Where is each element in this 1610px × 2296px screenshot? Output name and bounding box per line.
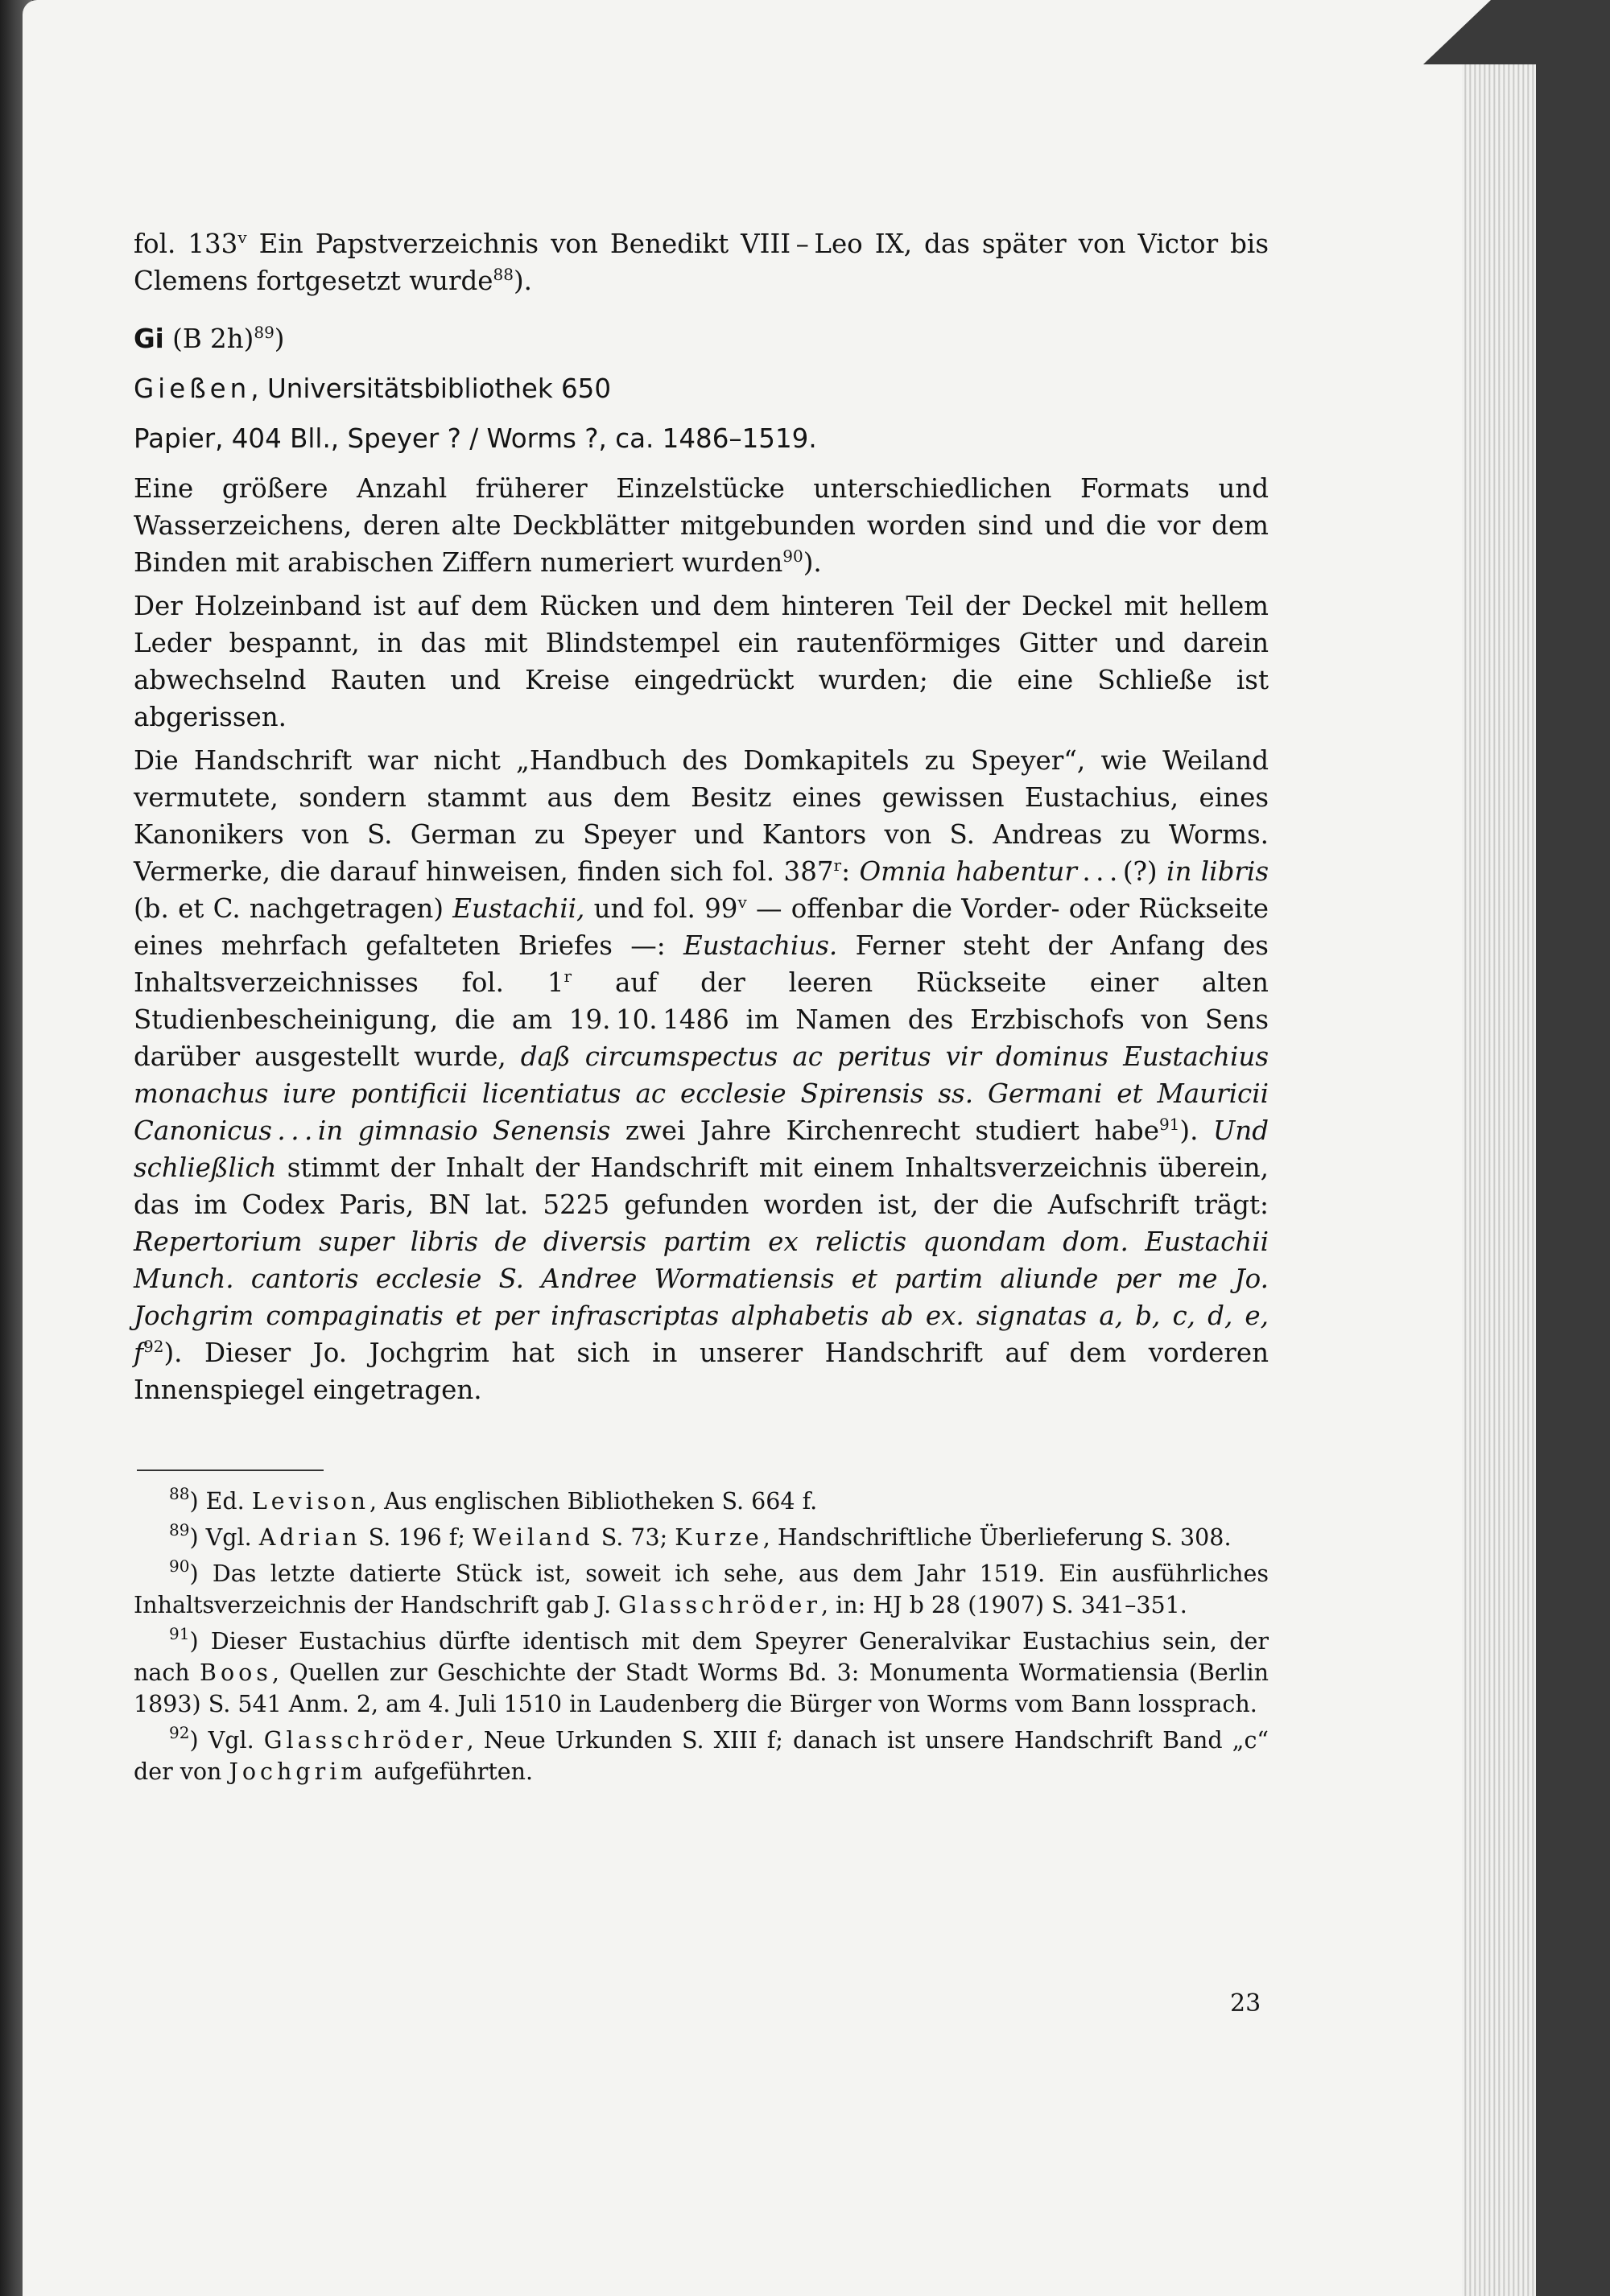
- footnote-88: $^{88}$) Ed. Levison, Aus englischen Bibliotheken S. 664 f.: [169, 1484, 818, 1515]
- footnote-92: $^{92}$) Vgl. Glasschröder, Neue Urkunden S. XIII f; danach ist unsere Handschrift Band „c“ der von Jochgrim aufgeführten.: [134, 1723, 1269, 1785]
- page-number: 23: [1230, 1989, 1261, 2018]
- paragraph-description: Eine größere Anzahl früherer Einzelstücke unterschiedlichen Formats und Wasserzeichens, deren alte Deckblätter mitgebunden worden sind und die vor dem Binden mit arabischen Ziffern numeriert wurden$^{90}$).: [134, 473, 1269, 578]
- footnote-91: $^{91}$) Dieser Eustachius dürfte identisch mit dem Speyrer Generalvikar Eustachius sein, der nach Boos, Quellen zur Geschichte der Stadt Worms Bd. 3: Monumenta Wormatiensia (Berlin 1893) S. 541 Anm. 2, am 4. Juli 1510 in Laudenberg die Bürger von Worms vom Bann lossprach.: [134, 1624, 1269, 1717]
- page-content: [134, 225, 1269, 1787]
- paragraph-provenance: Die Handschrift war nicht „Handbuch des Domkapitels zu Speyer“, wie Weiland vermutete, sondern stammt aus dem Besitz eines gewissen Eustachius, eines Kanonikers von S. German zu Speyer und Kantors von S. Andreas zu Worms. Vermerke, die darauf hinweisen, finden sich fol. 387$^r$: Omnia habentur . . . (?) in libris (b. et C. nachgetragen) Eustachii, und fol. 99$^v$ — offenbar die Vorder- oder Rückseite eines mehrfach gefalteten Briefes —: Eustachius. Ferner steht der Anfang des Inhaltsverzeichnisses fol. 1$^r$ auf der leeren Rückseite einer alten Studienbescheinigung, die am 19. 10. 1486 im Namen des Erzbischofs von Sens darüber ausgestellt wurde, daß circumspectus ac peritus vir dominus Eustachius monachus iure pontificii licentiatus ac ecclesie Spirensis ss. Germani et Mauricii Canonicus . . . in gimnasio Senensis zwei Jahre Kirchenrecht studiert habe$^{91}$). Und schließlich stimmt der Inhalt der Handschrift mit einem Inhaltsverzeichnis überein, das im Codex Paris, BN lat. 5225 gefunden worden ist, der die Aufschrift trägt: Repertorium super libris de diversis partim ex relictis quondam dom. Eustachii Munch. cantoris ecclesie S. Andree Wormatiensis et partim aliunde per me Jo. Jochgrim compaginatis et per infrascriptas alphabetis ab ex. signatas a, b, c, d, e, $f^{92}$). Dieser Jo. Jochgrim hat sich in unserer Handschrift auf dem vorderen Innenspiegel eingetragen.: [134, 745, 1269, 1405]
- material-line: Papier, 404 Bll., Speyer ? / Worms ?, ca. 1486–1519.: [134, 423, 817, 454]
- footnote-rule: [137, 1470, 324, 1471]
- page-corner: [1423, 0, 1536, 64]
- footnotes: [134, 1486, 1269, 1787]
- footnote-89: $^{89}$) Vgl. Adrian S. 196 f; Weiland S. 73; Kurze, Handschriftliche Überlieferung S. 308.: [169, 1520, 1232, 1551]
- sigla-heading: Gi (B 2h)$^{89}$): [134, 323, 285, 354]
- paragraph-binding: Der Holzeinband ist auf dem Rücken und dem hinteren Teil der Deckel mit hellem Leder bespannt, in das mit Blindstempel ein rautenförmiges Gitter und darein abwechselnd Rauten und Kreise eingedrückt wurden; die eine Schließe ist abgerissen.: [134, 591, 1269, 732]
- footnote-90: $^{90}$) Das letzte datierte Stück ist, soweit ich sehe, aus dem Jahr 1519. Ein ausführliches Inhaltsverzeichnis der Handschrift gab J. Glasschröder, in: HJ b 28 (1907) S. 341–351.: [134, 1556, 1269, 1618]
- page-edge-stack: [1462, 32, 1536, 2296]
- shelfmark: Gießen, Universitätsbibliothek 650: [134, 373, 611, 404]
- entry-previous: fol. 133$^v$ Ein Papstverzeichnis von Benedikt VIII – Leo IX, das später von Victor bis Clemens fortgesetzt wurde$^{88}$).: [134, 228, 1269, 296]
